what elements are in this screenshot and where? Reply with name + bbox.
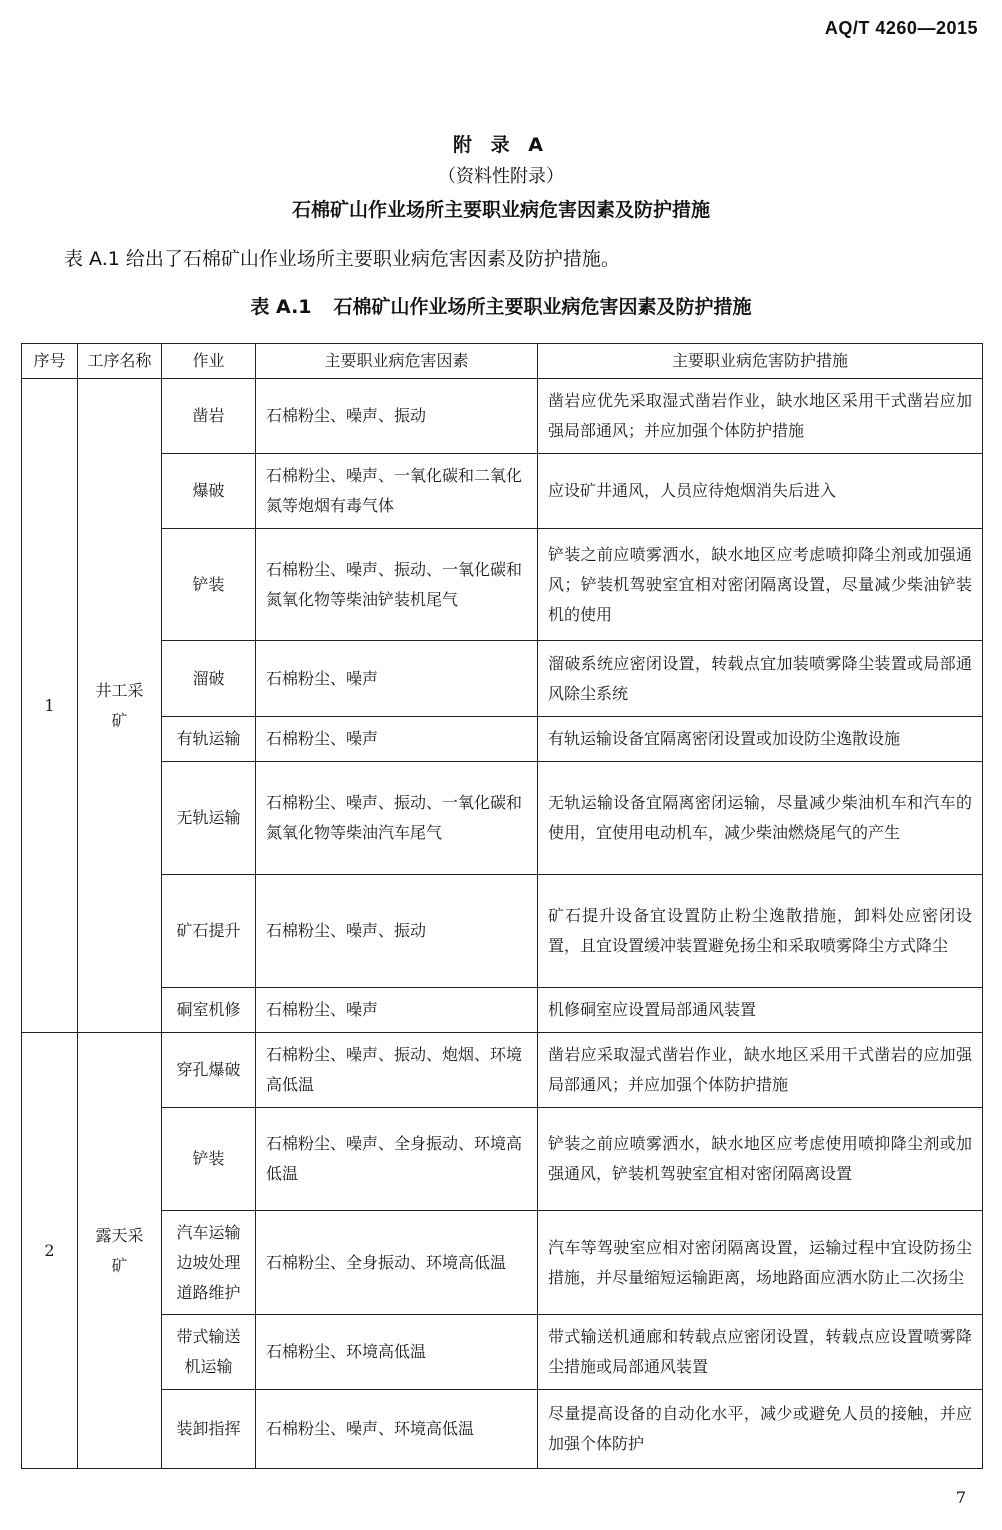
group-process: 露天采矿 — [78, 1033, 162, 1469]
page-number: 7 — [955, 1488, 966, 1507]
hazards-cell: 石棉粉尘、噪声 — [256, 717, 538, 762]
table-row — [22, 379, 983, 454]
operation-cell: 带式输送机运输 — [162, 1315, 256, 1390]
table-row — [22, 1108, 983, 1211]
measures-cell: 溜破系统应密闭设置，转载点宜加装喷雾降尘装置或局部通风除尘系统 — [538, 641, 983, 717]
appendix-type: （资料性附录） — [438, 166, 564, 187]
operation-cell: 凿岩 — [162, 379, 256, 454]
operation-cell: 装卸指挥 — [162, 1390, 256, 1469]
table-row — [22, 1315, 983, 1390]
measures-cell: 汽车等驾驶室应相对密闭隔离设置，运输过程中宜设防扬尘措施，并尽量缩短运输距离，场地路面应洒水防止二次扬尘 — [538, 1211, 983, 1315]
table-row — [22, 529, 983, 641]
group-number: 2 — [22, 1033, 78, 1469]
intro-paragraph: 表 A.1 给出了石棉矿山作业场所主要职业病危害因素及防护措施。 — [64, 248, 620, 270]
measures-cell: 铲装之前应喷雾洒水，缺水地区应考虑使用喷抑降尘剂或加强通风，铲装机驾驶室宜相对密闭隔离设置 — [538, 1108, 983, 1211]
table-row — [22, 717, 983, 762]
measures-cell: 带式输送机通廊和转载点应密闭设置，转载点应设置喷雾降尘措施或局部通风装置 — [538, 1315, 983, 1390]
operation-cell: 铲装 — [162, 1108, 256, 1211]
table-row — [22, 1033, 983, 1108]
measures-cell: 有轨运输设备宜隔离密闭设置或加设防尘逸散设施 — [538, 717, 983, 762]
measures-cell: 矿石提升设备宜设置防止粉尘逸散措施，卸料处应密闭设置，且宜设置缓冲装置避免扬尘和采取喷雾降尘方式降尘 — [538, 875, 983, 988]
measures-cell: 凿岩应采取湿式凿岩作业，缺水地区采用干式凿岩的应加强局部通风；并应加强个体防护措施 — [538, 1033, 983, 1108]
measures-cell: 凿岩应优先采取湿式凿岩作业，缺水地区采用干式凿岩应加强局部通风；并应加强个体防护措施 — [538, 379, 983, 454]
hazards-cell: 石棉粉尘、噪声、一氧化碳和二氧化氮等炮烟有毒气体 — [256, 454, 538, 529]
table-caption — [0, 292, 1002, 319]
header-operation: 作业 — [162, 344, 256, 379]
table-row — [22, 454, 983, 529]
hazards-cell: 石棉粉尘、噪声、振动 — [256, 875, 538, 988]
operation-cell: 溜破 — [162, 641, 256, 717]
hazards-cell: 石棉粉尘、噪声、环境高低温 — [256, 1390, 538, 1469]
table-row — [22, 641, 983, 717]
hazards-cell: 石棉粉尘、噪声、振动 — [256, 379, 538, 454]
operation-cell: 铲装 — [162, 529, 256, 641]
hazards-table — [21, 343, 983, 1469]
operation-cell: 矿石提升 — [162, 875, 256, 988]
measures-cell: 无轨运输设备宜隔离密闭运输，尽量减少柴油机车和汽车的使用，宜使用电动机车，减少柴油燃烧尾气的产生 — [538, 762, 983, 875]
operation-cell: 爆破 — [162, 454, 256, 529]
table-caption-number: 表 A.1 — [250, 296, 312, 318]
measures-cell: 机修硐室应设置局部通风装置 — [538, 988, 983, 1033]
operation-cell: 硐室机修 — [162, 988, 256, 1033]
operation-cell: 汽车运输边坡处理道路维护 — [162, 1211, 256, 1315]
header-measures: 主要职业病危害防护措施 — [538, 344, 983, 379]
table-caption-title: 石棉矿山作业场所主要职业病危害因素及防护措施 — [333, 296, 752, 318]
hazards-cell: 石棉粉尘、环境高低温 — [256, 1315, 538, 1390]
appendix-label: 附 录 A — [453, 134, 549, 156]
hazards-cell: 石棉粉尘、噪声、振动、炮烟、环境高低温 — [256, 1033, 538, 1108]
standard-code: AQ/T 4260—2015 — [824, 18, 978, 38]
operation-cell: 穿孔爆破 — [162, 1033, 256, 1108]
header-hazards: 主要职业病危害因素 — [256, 344, 538, 379]
operation-cell: 无轨运输 — [162, 762, 256, 875]
table-row — [22, 875, 983, 988]
hazards-cell: 石棉粉尘、噪声、振动、一氧化碳和氮氧化物等柴油铲装机尾气 — [256, 529, 538, 641]
hazards-cell: 石棉粉尘、噪声 — [256, 641, 538, 717]
group-number: 1 — [22, 379, 78, 1033]
operation-cell: 有轨运输 — [162, 717, 256, 762]
appendix-title: 石棉矿山作业场所主要职业病危害因素及防护措施 — [291, 199, 710, 221]
measures-cell: 应设矿井通风，人员应待炮烟消失后进入 — [538, 454, 983, 529]
header-no: 序号 — [22, 344, 78, 379]
hazards-cell: 石棉粉尘、噪声、全身振动、环境高低温 — [256, 1108, 538, 1211]
measures-cell: 尽量提高设备的自动化水平，减少或避免人员的接触，并应加强个体防护 — [538, 1390, 983, 1469]
table-header-row — [22, 344, 983, 379]
table-row — [22, 988, 983, 1033]
table-row — [22, 762, 983, 875]
header-process: 工序名称 — [78, 344, 162, 379]
hazards-cell: 石棉粉尘、噪声、振动、一氧化碳和氮氧化物等柴油汽车尾气 — [256, 762, 538, 875]
table-row — [22, 1211, 983, 1315]
hazards-cell: 石棉粉尘、噪声 — [256, 988, 538, 1033]
measures-cell: 铲装之前应喷雾洒水，缺水地区应考虑喷抑降尘剂或加强通风；铲装机驾驶室宜相对密闭隔离设置，尽量减少柴油铲装机的使用 — [538, 529, 983, 641]
group-process: 井工采矿 — [78, 379, 162, 1033]
hazards-cell: 石棉粉尘、全身振动、环境高低温 — [256, 1211, 538, 1315]
table-row — [22, 1390, 983, 1469]
